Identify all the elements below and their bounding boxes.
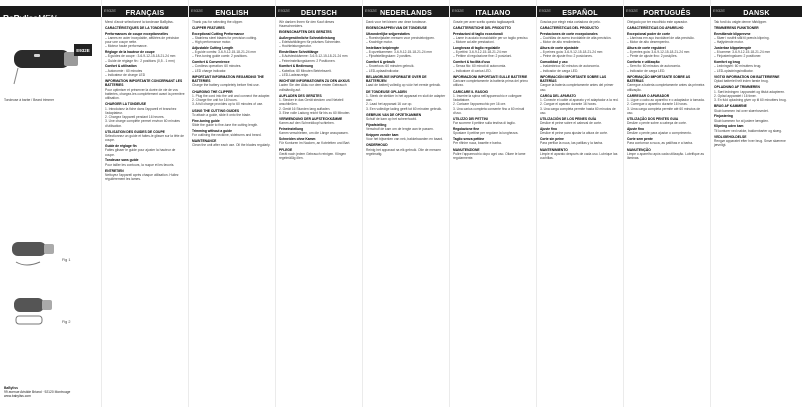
paragraph-line: – 8 kamme: 3-6-9-12-15-18-21-24 mm <box>714 50 771 54</box>
section-heading: UTILIZACIÓN DE LOS PEINES GUÍA <box>540 117 597 121</box>
paragraph-line: – Senza filo: 60 minuti di autonomia. <box>453 64 507 69</box>
company-footer <box>4 386 70 399</box>
paragraph-line: Para perfilar la nuca, las patillas y la barba. <box>540 141 604 146</box>
paragraph-line: – 8 pentes guia: 3-6-9-12-15-18-21-24 mm <box>627 50 690 54</box>
paragraph-line: 1. Stecker in das Gerät stecken und Netzteil anschließen. <box>279 98 344 107</box>
section-heading: CARICARE IL RASOIO <box>453 89 489 94</box>
paragraph-line: – Edelstahlklingen für präzises Schneiden. <box>279 40 342 44</box>
subheading: CARACTÉRISTIQUES DE LA TONDEUSE <box>105 25 169 30</box>
paragraph-line: – Finjusteringskam: 2 positioner. <box>714 54 762 59</box>
clipper-switch <box>34 54 40 57</box>
model-code: E932E <box>191 8 204 13</box>
paragraph-line: – 8 guides de coupe : 3-6-9-12-15-18-21-24 mm <box>105 54 176 59</box>
figure-2-illustration <box>6 290 66 334</box>
section-heading: UTILIZAÇÃO DOS PENTES GUIA <box>627 117 679 121</box>
subheading: Confort & utilisation <box>105 64 137 69</box>
subheading: Klipning uden kam <box>714 124 744 129</box>
subheading: Finjustering <box>714 114 733 119</box>
section-heading: MANTENIMIENTO <box>540 147 568 152</box>
brand-header-bar <box>0 6 101 23</box>
paragraph-line: – Feineinstellungskamm: 2 Positionen. <box>279 58 336 63</box>
subheading: Comfort & gebruik <box>366 60 395 64</box>
paragraph-line: Pour optimiser et préserver la durée de vie de vos batteries, chargez-les complètement avant la première utilisation. <box>105 87 185 100</box>
paragraph-line: For outlining the neckline, sideburns and beard. <box>192 132 262 137</box>
section-heading: USING THE CUTTING GUIDES <box>192 108 240 113</box>
subheading: CARACTERÍSTICAS DO APARELHO <box>627 25 684 30</box>
paragraph-line: 3. Uma carga completa permite até 60 minutos de uso. <box>627 106 701 115</box>
section-heading: INFORMACIÓN IMPORTANTE SOBRE LAS BATERÍAS <box>540 74 607 83</box>
paragraph-line: – Indicateur de charge LED <box>105 72 146 77</box>
company-name: BaByliss <box>4 386 18 390</box>
paragraph-line: 2. Oplad apparatet i 16 timer. <box>714 93 757 98</box>
paragraph-line: Laden Sie den Akku vor dem ersten Gebrauch vollständig auf. <box>279 83 347 92</box>
subheading: CLIPPER FEATURES <box>192 25 225 30</box>
paragraph-line: Carregue a bateria completamente antes da primeira utilização. <box>627 83 705 92</box>
section-heading: INFORMAÇÃO IMPORTANTE SOBRE AS BATERIAS <box>627 74 691 83</box>
column-italiano <box>449 0 536 407</box>
subheading: EIGENSCHAPPEN VAN DE TONDEUSE <box>366 25 427 30</box>
paragraph-line: Deslice el peine sobre el cabezal de corte. <box>540 121 602 126</box>
paragraph-line: – 8 guide combs: 3-6-9-12-15-18-21-24 mm <box>192 50 256 54</box>
subheading: TRIMMERENS FUNKTIONER <box>714 25 759 30</box>
subheading: Uitzonderlijke snijprestaties <box>366 31 410 36</box>
paragraph-line: 1. Ligue o cabo ao aparelho e o adaptador à tomada. <box>627 98 705 102</box>
language-title: DANSK <box>743 7 770 17</box>
paragraph-line: Voor het bijwerken van nek, bakkebaarden en baard. <box>366 137 444 141</box>
paragraph-line: 2. Chargez l'appareil pendant 16 heures. <box>105 115 165 119</box>
paragraph-line: Gracias por elegir esta cortadora de pelo. <box>540 20 601 24</box>
paragraph-line: – Lame in acciaio inossidabile per un taglio preciso. <box>453 35 529 40</box>
company-website[interactable]: www.babyliss.com <box>4 394 31 399</box>
paragraph-line: Far scorrere il pettine sulla testina di taglio. <box>453 121 516 126</box>
column-deutsch <box>275 0 362 407</box>
subheading: Performances de coupe exceptionnelles <box>105 31 169 36</box>
paragraph-line: – Indicatore di carica LED. <box>453 68 492 73</box>
paragraph-line: – Indicador de carga LED. <box>540 68 579 73</box>
paragraph-line: 1. Inserire la spina nell'apparecchio e collegare l'adattatore. <box>453 93 522 102</box>
paragraph-line: – Roestvrijstalen messen voor precisieknippen. <box>366 35 435 40</box>
paragraph-line: Deslize o pente para ajustar o comprimento. <box>627 131 692 136</box>
paragraph-line: – 8 peines guía: 3-6-9-12-15-18-21-24 mm <box>540 50 603 54</box>
subheading: Conforto e utilização <box>627 60 660 64</box>
subheading: Adjustable Cutting Length <box>192 45 234 50</box>
subheading: Comfort & facilità d'uso <box>453 60 491 64</box>
section-heading: CARGA DEL APARATO <box>540 93 576 98</box>
subheading: Ajuste fino <box>540 127 558 131</box>
paragraph-line: 3. Eine volle Ladung reicht für bis zu 60 Minuten. <box>279 110 351 115</box>
column-espanol <box>536 0 623 407</box>
paragraph-line: Für Konturen im Nacken, an Koteletten und Bart. <box>279 141 351 146</box>
section-heading: IMPORTANT INFORMATION REGARDING THE BATTERIES <box>192 74 264 83</box>
subheading: Corte sem pente <box>627 137 653 141</box>
instruction-text <box>540 20 620 160</box>
subheading: Komfort & Bedienung <box>279 64 314 69</box>
instruction-text <box>627 20 707 160</box>
figure-2-label: Fig 2 <box>62 320 71 324</box>
paragraph-line: 2. Gerät 16 Stunden lang aufladen. <box>279 106 331 111</box>
paragraph-line: Spostare il pettine per regolare la lunghezza. <box>453 131 519 136</box>
paragraph-line: 3. Una carga completa permite hasta 60 minutos de uso. <box>540 106 616 115</box>
subheading: Tondeuse sans guide <box>105 158 139 163</box>
paragraph-line: Thank you for selecting the clipper. <box>192 20 243 24</box>
paragraph-line: – Lâminas em aço inoxidável de alta precisão. <box>627 35 695 40</box>
paragraph-line: – Kabellos: 60 Minuten Betriebszeit. <box>279 68 332 73</box>
subheading: EIGENSCHAFTEN DES GERÄTES <box>279 30 332 34</box>
paragraph-line: – Stainless steel blades for precision cutting. <box>192 35 258 40</box>
paragraph-line: Oplad batteriet helt inden første brug. <box>714 79 769 83</box>
paragraph-line: 3. Une charge complète permet environ 60 minutes d'utilisation. <box>105 119 180 128</box>
company-address: 99 avenue Aristide Briand · 92120 Montrouge <box>4 390 71 395</box>
paragraph-line: Kamm verschieben, um die Länge anzupassen. <box>279 131 349 136</box>
language-title: ITALIANO <box>475 7 511 17</box>
paragraph-line: – LED-opladningsindikator. <box>714 68 754 73</box>
column-francais <box>101 0 188 407</box>
paragraph-line: Faites glisser le guide pour ajuster la hauteur de coupe. <box>105 148 176 157</box>
paragraph-line: Sélectionnez un guide et faites-le glisser sur la tête de coupe. <box>105 134 184 143</box>
paragraph-line: Verschuif de kam om de lengte aan te passen. <box>366 127 434 131</box>
paragraph-line: Pour tailler les contours, la nuque et les favoris. <box>105 162 175 167</box>
subheading: Außergewöhnliche Schneidleistung <box>279 35 335 40</box>
subheading: Feineinstellung <box>279 127 304 131</box>
section-heading: MANUTENÇÃO <box>627 147 651 152</box>
paragraph-line: Slide the guide to fine-tune the cutting length. <box>192 122 259 127</box>
paragraph-line: 2. Laad het apparaat 16 uur op. <box>366 102 413 107</box>
paragraph-line: 2. Carregue o aparelho durante 16 horas. <box>627 102 688 107</box>
section-heading: CHARGING THE CLIPPER <box>192 89 233 94</box>
instruction-text <box>366 20 446 156</box>
subheading: Fine-tuning guide <box>192 118 220 123</box>
paragraph-line: 2. Caricare l'apparecchio per 16 ore. <box>453 102 507 107</box>
paragraph-line: 3. Een volledige lading geeft tot 60 minuten gebruik. <box>366 106 442 111</box>
instruction-text <box>453 20 533 160</box>
paragraph-line: Cargue la batería completamente antes del primer uso. <box>540 83 614 92</box>
paragraph-line: Reinig het apparaat na elk gebruik. Olie de messen regelmatig. <box>366 147 441 156</box>
paragraph-line: – Snoerloos: 60 minuten gebruik. <box>366 64 415 69</box>
subheading: Enestående klippeevne <box>714 31 751 36</box>
section-heading: MANUTENZIONE <box>453 147 480 152</box>
paragraph-line: – High performance motor. <box>192 40 232 44</box>
subheading: CARATTERISTICHE DEL PRODOTTO <box>453 25 511 30</box>
paragraph-line: Dank voor het kiezen van deze tondeuse. <box>366 20 427 24</box>
section-heading: VEDLIGEHOLDELSE <box>714 134 747 139</box>
subheading: Regolazione fine <box>453 127 480 131</box>
paragraph-line: Gerät nach jedem Gebrauch reinigen. Klingen regelmäßig ölen. <box>279 151 347 160</box>
paragraph-line: – Peine de ajuste fino: 2 posiciones. <box>540 54 593 59</box>
paragraph-line: 3. En fuld opladning giver op til 60 minutters brug. <box>714 98 787 102</box>
paragraph-line: 3. Una carica completa consente fino a 60 minuti d'uso. <box>453 106 525 115</box>
subheading: Réglage de la hauteur de coupe <box>105 50 155 54</box>
paragraph-line: Obrigado por ter escolhido este aparador. <box>627 20 688 24</box>
subheading: Schneiden ohne Kamm <box>279 137 316 141</box>
paragraph-line: 1. Sæt ledningen i apparatet og tilslut adapteren. <box>714 89 786 94</box>
column-portugues <box>623 0 710 407</box>
language-title: ENGLISH <box>215 7 249 17</box>
paragraph-line: – LED-oplaadindicator. <box>366 68 400 73</box>
paragraph-line: – Guide de réglage fin : 2 positions (0,5 - 1 mm) <box>105 58 175 63</box>
language-title: PORTUGUÊS <box>643 7 691 17</box>
subheading: Corte sin peine <box>540 137 564 141</box>
language-title: ESPAÑOL <box>562 7 598 17</box>
model-badge: E932E <box>74 44 92 56</box>
column-dansk <box>710 0 802 407</box>
section-heading: GEBRUIK VAN DE OPZETKAMMEN <box>366 112 422 117</box>
subheading: Altura de corte ajustable <box>540 45 579 50</box>
model-code: E932E <box>626 8 639 13</box>
section-heading: WICHTIGE INFORMATIONEN ZU DEN AKKUS <box>279 79 350 83</box>
paragraph-line: Laad de batterij volledig op vóór het eerste gebruik. <box>366 83 441 88</box>
paragraph-line: Wir danken Ihnen für den Kauf dieses Haarschneiders. <box>279 20 335 29</box>
paragraph-line: Para contornar a nuca, as patilhas e a barba. <box>627 141 693 146</box>
paragraph-line: 3. A full charge provides up to 60 minutes of use. <box>192 102 264 107</box>
clipper-body <box>14 50 70 68</box>
paragraph-line: Per rifinire nuca, basette e barba. <box>453 141 502 146</box>
paragraph-line: – Pente de ajuste fino: 2 posições. <box>627 54 678 59</box>
paragraph-line: – LED charge indicator. <box>192 68 227 73</box>
section-heading: CHARGER LA TONDEUSE <box>105 102 147 107</box>
model-code: E932E <box>278 8 291 13</box>
column-nederlands <box>362 0 449 407</box>
paragraph-line: 1. Conecte el cable al aparato y el adaptador a la red. <box>540 98 619 102</box>
subheading: Guide de réglage fin <box>105 144 137 148</box>
paragraph-line: – Sem fio: 60 minutos de autonomia. <box>627 64 681 69</box>
subheading: CARACTERÍSTICAS DEL PRODUCTO <box>540 25 599 30</box>
paragraph-line: – Krachtige motor. <box>366 40 393 44</box>
paragraph-line: – Cordless operation: 60 minutes. <box>192 64 242 69</box>
subheading: Comodidad y uso <box>540 60 568 64</box>
section-heading: DE TONDEUSE OPLADEN <box>366 89 407 94</box>
paragraph-line: – Fine-tuning guide comb: 2 positions. <box>192 54 248 59</box>
paragraph-line: – Autonomie : 60 minutes <box>105 68 143 73</box>
section-heading: VERWENDUNG DER AUFSTECKKÄMME <box>279 117 343 121</box>
section-heading: AUFLADEN DES GERÄTES <box>279 93 322 98</box>
paragraph-line: Schuif de kam op het scheerhoofd. <box>366 117 417 121</box>
section-heading: ONDERHOUD <box>366 143 388 148</box>
paragraph-line: Limpe o aparelho após cada utilização. Lubrifique as lâminas. <box>627 151 704 160</box>
paragraph-line: 2. Charge the unit for 16 hours. <box>192 98 238 102</box>
model-code: E932E <box>713 8 726 13</box>
section-heading: ENTRETIEN <box>105 168 124 173</box>
subheading: Excepcional poder de corte <box>627 31 671 36</box>
section-heading: BELANGRIJKE INFORMATIE OVER DE BATTERIJEN <box>366 74 427 83</box>
paragraph-line: 2. Cargue el aparato durante 16 horas. <box>540 102 597 107</box>
paragraph-line: Tak fordi du valgte denne hårklipper. <box>714 20 767 24</box>
paragraph-line: – Cuchillas de acero inoxidable de alta precisión. <box>540 35 612 40</box>
subheading: Prestazioni di taglio eccezionali <box>453 31 503 36</box>
paragraph-line: – Højtydende motor. <box>714 40 744 44</box>
subheading: Exceptional Cutting Performance <box>192 31 245 36</box>
language-title: DEUTSCH <box>300 7 338 17</box>
paragraph-line: Skub kammen ind over skærhovedet. <box>714 108 769 113</box>
paragraph-line: – Fijnafstellingskam: 2 posities. <box>366 54 412 59</box>
model-code: E932E <box>452 8 465 13</box>
instruction-text <box>105 20 185 182</box>
subheading: Lunghezza di taglio regolabile <box>453 45 501 50</box>
babyliss-logo: BaBylissMEN <box>3 13 57 23</box>
paragraph-line: – Motor de alto desempenho. <box>627 40 670 44</box>
paragraph-line: Limpie el aparato después de cada uso. Lubrique las cuchillas. <box>540 151 618 160</box>
paragraph-line: Nettoyez l'appareil après chaque utilisation. Huilez régulièrement les lames. <box>105 173 179 182</box>
subheading: Trimming without a guide <box>192 128 232 133</box>
paragraph-line: – Motore ad alte prestazioni. <box>453 40 495 44</box>
paragraph-line: Merci d'avoir sélectionné la tondeuse BaByliss. <box>105 20 174 24</box>
paragraph-line: To attach a guide, slide it onto the blade. <box>192 112 252 117</box>
section-heading: INFORMATION IMPORTANTE CONCERNANT LES BATTERIES <box>105 79 183 88</box>
model-code: E932E <box>539 8 552 13</box>
brand-panel <box>0 0 102 407</box>
subheading: Ajuste fino <box>627 127 645 131</box>
instruction-text <box>279 20 359 160</box>
paragraph-line: Charge the battery completely before first use. <box>192 83 260 88</box>
subheading: Instelbare kniplengte <box>366 45 399 50</box>
column-english <box>188 0 275 407</box>
subheading: Fijnafstelling <box>366 122 387 127</box>
paragraph-line: – Hochleistungsmotor. <box>279 44 312 49</box>
paragraph-line: – 8 Aufsteckkämme: 3-6-9-12-15-18-21-24 mm <box>279 54 348 59</box>
model-code: E932E <box>365 8 378 13</box>
paragraph-line: – Ledningsfri: 60 minutters brug. <box>714 64 762 69</box>
paragraph-line: Grazie per aver scelto questo tagliacapelli. <box>453 20 516 24</box>
subheading: Knippen zonder kam <box>366 132 399 137</box>
paragraph-line: – Lames en acier inoxydable, affûtées de précision pour une coupe nette. <box>105 35 180 44</box>
figure-1-illustration <box>6 232 66 272</box>
section-heading: UTILIZZO DEI PETTINI <box>453 117 488 121</box>
paragraph-line: Pulire l'apparecchio dopo ogni uso. Oliare le lame regolarmente. <box>453 151 526 160</box>
subheading: Comfort & Convenience <box>192 60 230 64</box>
subheading: Taglio senza pettine <box>453 137 485 141</box>
section-heading: INFORMAZIONI IMPORTANTI SULLE BATTERIE <box>453 74 528 79</box>
model-code: E932E <box>104 8 117 13</box>
paragraph-line: Rengør apparatet efter hver brug. Smør skærene jævnligt. <box>714 139 786 148</box>
subheading: Prestaciones de corte excepcionales <box>540 31 598 36</box>
figure-1-label: Fig 1 <box>62 258 71 262</box>
instruction-text <box>192 20 272 148</box>
subheading: Altura de corte regulável <box>627 45 666 50</box>
paragraph-line: – Inalámbrica: 60 minutos de autonomía. <box>540 64 600 69</box>
paragraph-line: – 8 pettini: 3-6-9-12-15-18-21-24 mm <box>453 50 508 54</box>
paragraph-line: 1. Introduisez la fiche dans l'appareil et branchez l'adaptateur. <box>105 106 177 115</box>
paragraph-line: Caricare completamente la batteria prima del primo utilizzo. <box>453 79 528 88</box>
paragraph-line: Deslice el peine para ajustar la altura de corte. <box>540 131 608 136</box>
language-title: FRANÇAIS <box>125 7 165 17</box>
section-heading: UTILISATION DES GUIDES DE COUPE <box>105 129 165 134</box>
section-heading: BRUG AF KAMMENE <box>714 104 747 109</box>
paragraph-line: – LED-Ladeanzeige. <box>279 72 310 77</box>
subheading: Justerbar klippelængde <box>714 45 752 50</box>
subheading: Komfort og brug <box>714 60 741 64</box>
paragraph-line: – Indicador de carga LED. <box>627 68 666 73</box>
section-heading: MAINTENANCE <box>192 139 217 143</box>
paragraph-line: 1. Steek de stekker in het apparaat en sluit de adapter aan. <box>366 93 446 102</box>
instruction-text <box>714 20 794 148</box>
paragraph-line: – Motor de alto rendimiento. <box>540 40 582 44</box>
paragraph-line: Til konturer ved nakke, bakkenbarter og skæg. <box>714 128 782 133</box>
section-heading: VIGTIG INFORMATION OM BATTERIERNE <box>714 74 780 79</box>
paragraph-line: 1. Plug the cord into the unit and connect the adapter. <box>192 93 271 98</box>
paragraph-line: – Moteur haute performance. <box>105 44 148 49</box>
product-caption: Tondeuse à barbe / Beard trimmer <box>4 98 55 102</box>
subheading: Einstellbare Schnittlänge <box>279 50 319 54</box>
paragraph-line: – 8 opzetkammen: 3-6-9-12-15-18-21-24 mm <box>366 50 432 54</box>
paragraph-line: Deslize o pente sobre a cabeça de corte. <box>627 121 687 126</box>
section-heading: CARREGAR O APARADOR <box>627 93 670 98</box>
language-title: NEDERLANDS <box>380 7 432 17</box>
paragraph-line: – Pettine di regolazione fine: 2 posizioni. <box>453 54 513 59</box>
paragraph-line: Clean the unit after each use. Oil the blades regularly. <box>192 143 271 148</box>
section-heading: OPLADNING AF TRIMMEREN <box>714 85 760 90</box>
section-heading: PFLEGE <box>279 147 293 152</box>
paragraph-line: – Skær i rustfrit stål til præcis klipning. <box>714 35 770 40</box>
paragraph-line: Kamm auf den Schneidkopf schieben. <box>279 121 335 126</box>
clipper-illustration <box>4 24 96 96</box>
paragraph-line: Skub kammen for at justere længden. <box>714 118 769 123</box>
